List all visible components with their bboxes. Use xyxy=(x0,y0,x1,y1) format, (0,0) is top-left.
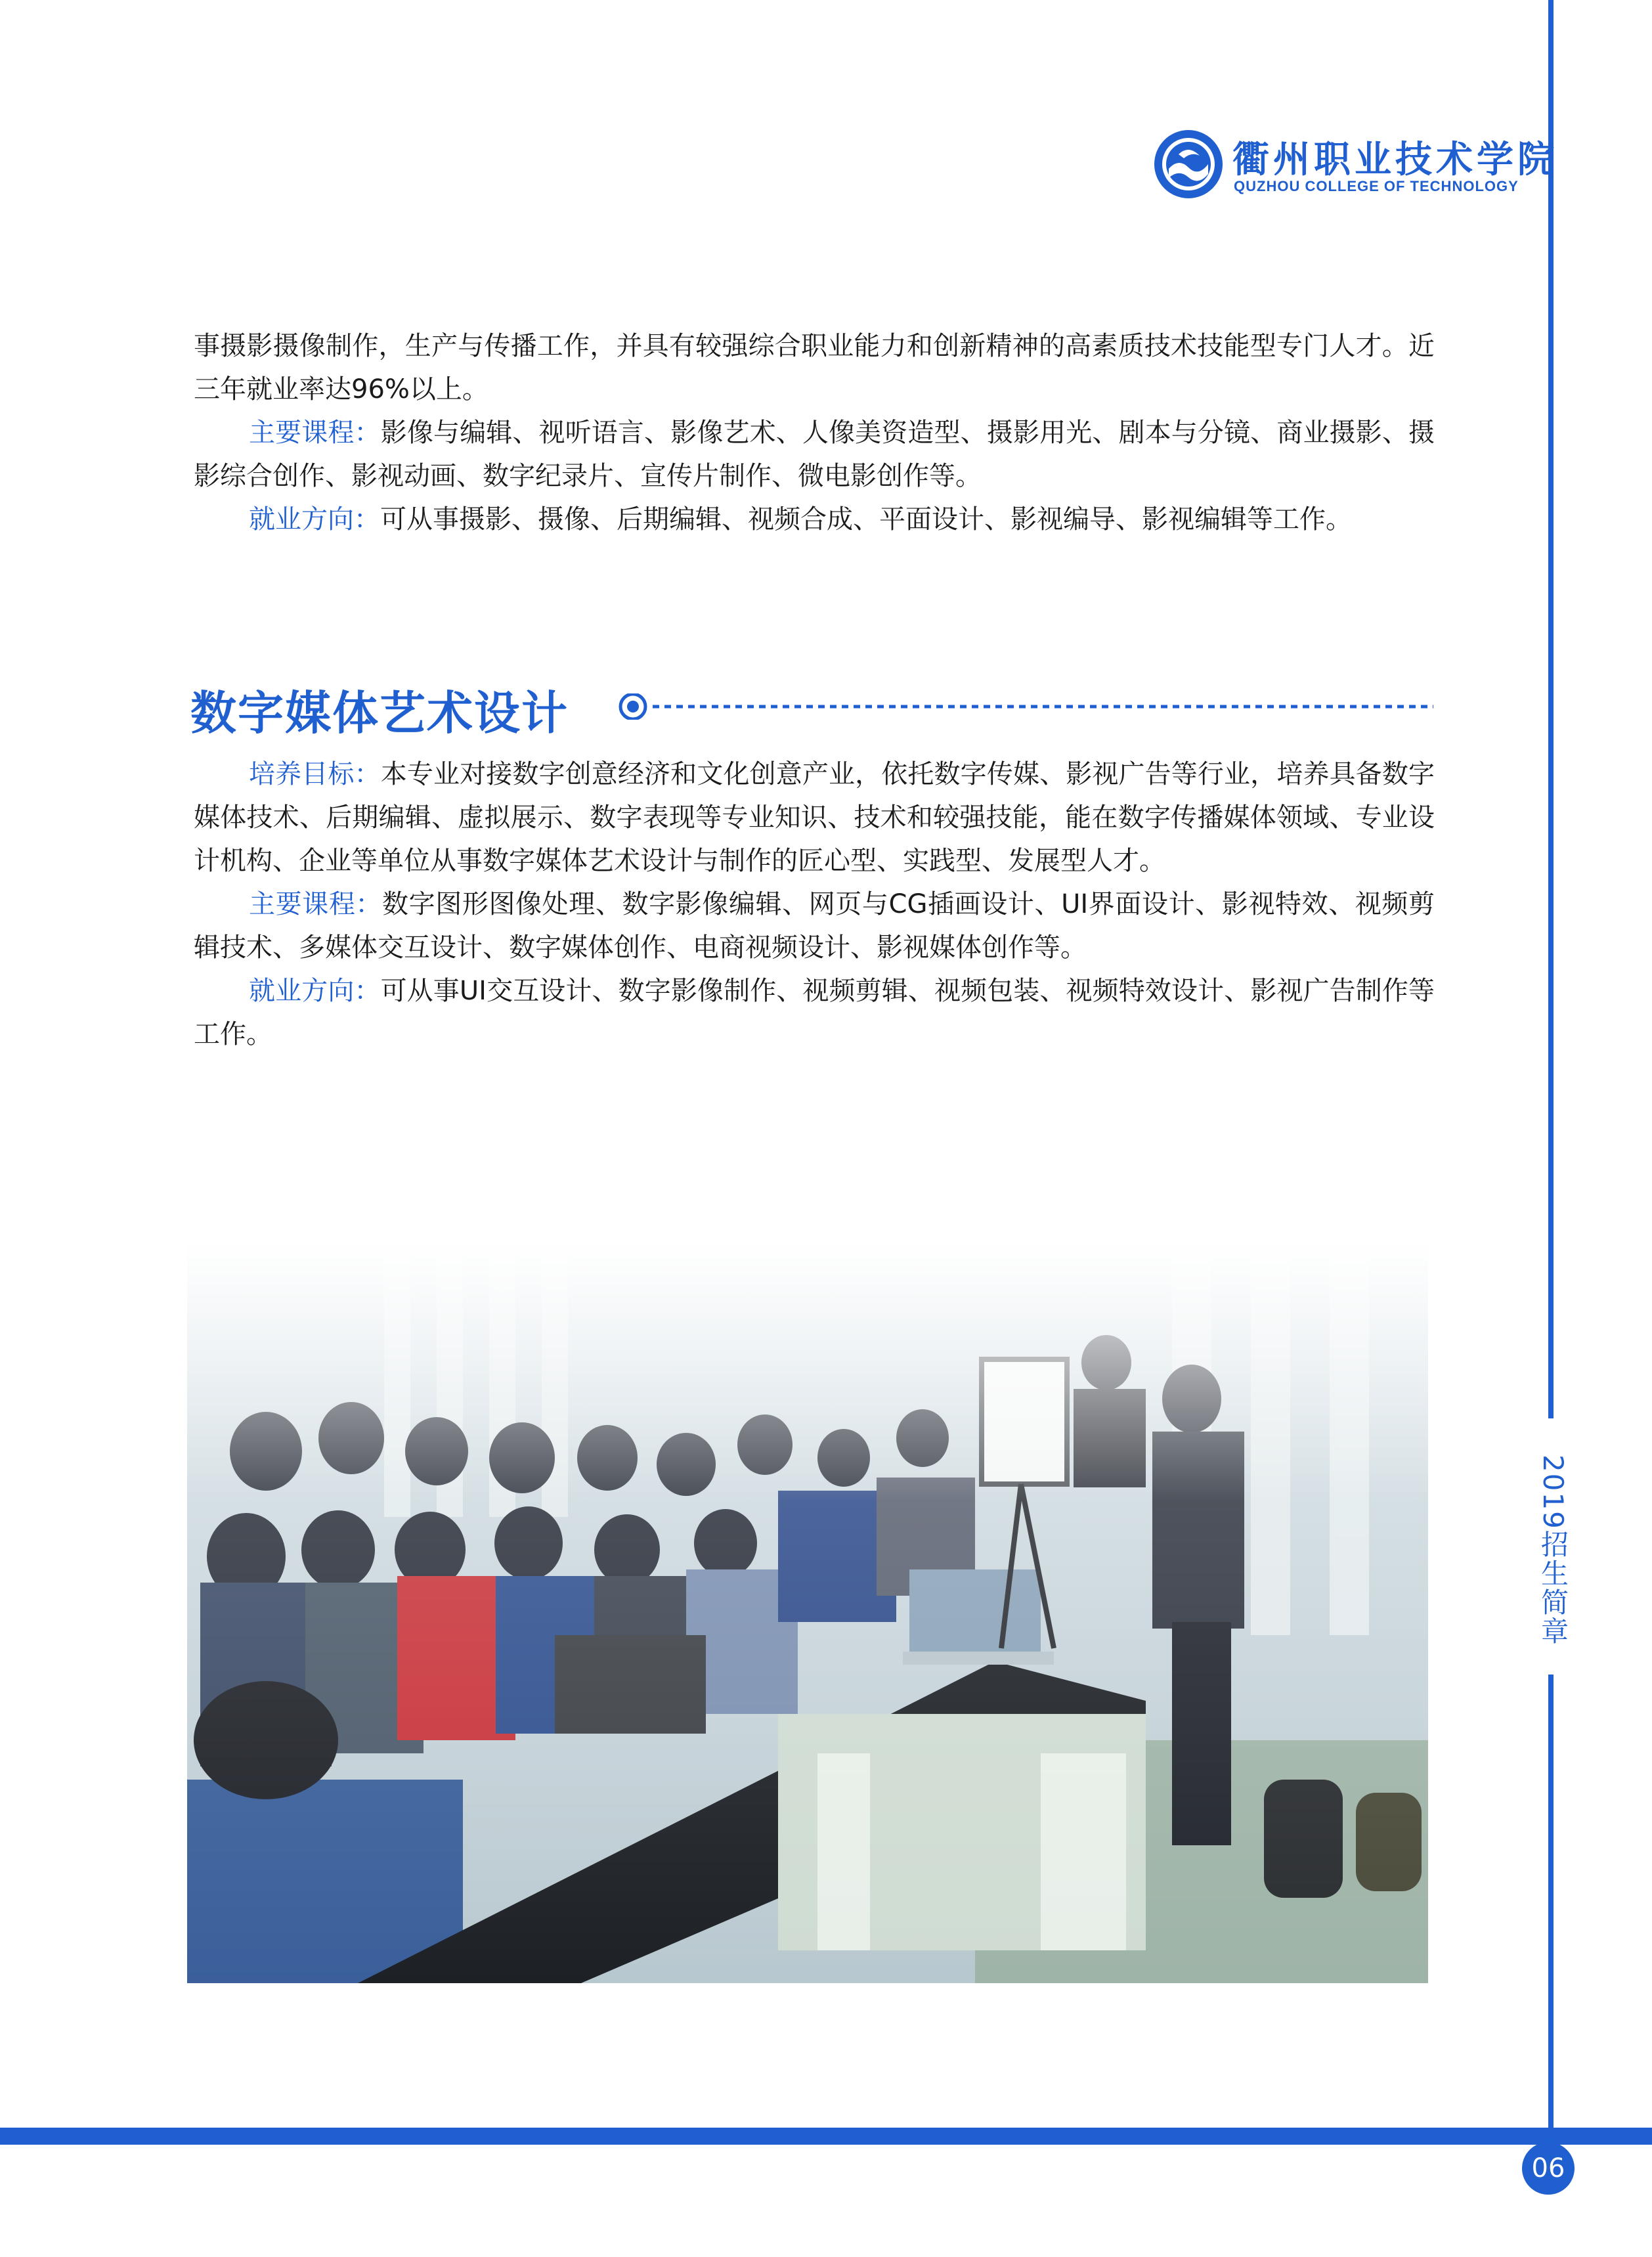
side-line-top xyxy=(1548,0,1554,1418)
side-line-bottom xyxy=(1548,1675,1554,2134)
career-label: 就业方向： xyxy=(249,976,381,1006)
classroom-photo xyxy=(187,1241,1428,1983)
title-divider xyxy=(616,693,1433,720)
courses-text: 数字图形图像处理、数字影像编辑、网页与CG插画设计、UI界面设计、影视特效、视频剪辑技术、多媒体交互设计、数字媒体创作、电商视频设计、影视媒体创作等。 xyxy=(194,889,1435,963)
section-title: 数字媒体艺术设计 xyxy=(190,686,569,740)
intro-career-text: 可从事摄影、摄像、后期编辑、视频合成、平面设计、影视编导、影视编辑等工作。 xyxy=(380,504,1352,535)
intro-courses-label: 主要课程： xyxy=(249,418,381,448)
college-emblem-icon xyxy=(1152,128,1225,200)
intro-career-paragraph xyxy=(194,498,1435,541)
goal-paragraph xyxy=(194,753,1435,883)
career-paragraph xyxy=(194,969,1435,1056)
courses-label: 主要课程： xyxy=(249,889,383,919)
courses-paragraph xyxy=(194,883,1435,969)
bottom-bar xyxy=(0,2128,1652,2145)
classroom-illustration xyxy=(187,1241,1428,1983)
brochure-title: 2019招生简章 xyxy=(1537,1454,1569,1646)
intro-paragraph xyxy=(194,324,1435,411)
intro-courses-text: 影像与编辑、视听语言、影像艺术、人像美资造型、摄影用光、剧本与分镜、商业摄影、摄影综合创作、影视动画、数字纪录片、宣传片制作、微电影创作等。 xyxy=(194,418,1435,491)
page-number: 06 xyxy=(1522,2142,1575,2195)
intro-text: 事摄影摄像制作，生产与传播工作，并具有较强综合职业能力和创新精神的高素质技术技能型专门人才。近三年就业率达96%以上。 xyxy=(194,331,1435,405)
intro-courses-paragraph xyxy=(194,411,1435,498)
college-logo xyxy=(1152,128,1558,207)
career-text: 可从事UI交互设计、数字影像制作、视频剪辑、视频包装、视频特效设计、影视广告制作等工作。 xyxy=(194,976,1435,1049)
intro-career-label: 就业方向： xyxy=(249,504,380,535)
goal-text: 本专业对接数字创意经济和文化创意产业，依托数字传媒、影视广告等行业，培养具备数字媒体技术、后期编辑、虚拟展示、数字表现等专业知识、技术和较强技能，能在数字传播媒体领域、专业设计机构、企业等单位从事数字媒体艺术设计与制作的匠心型、实践型、发展型人才。 xyxy=(194,759,1435,876)
college-name-en: QUZHOU COLLEGE OF TECHNOLOGY xyxy=(1234,178,1519,194)
goal-label: 培养目标： xyxy=(249,759,381,789)
college-name-cn: 衢州职业技术学院 xyxy=(1232,138,1558,181)
